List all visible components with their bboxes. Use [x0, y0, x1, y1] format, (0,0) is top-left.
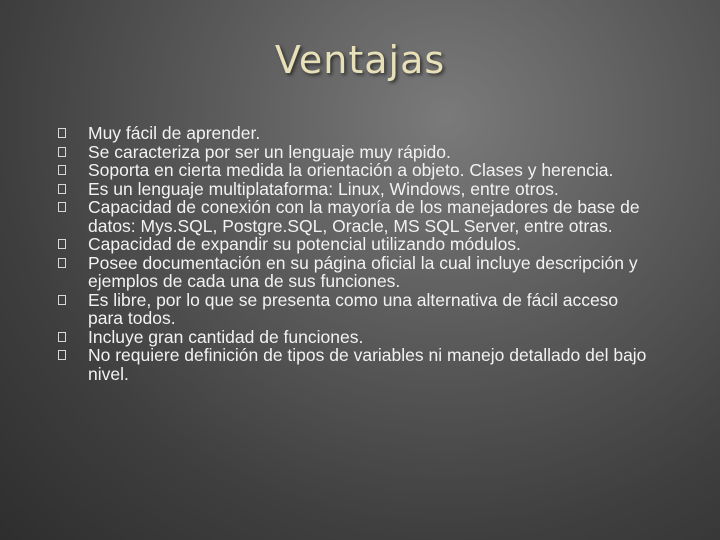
bullet-marker-icon	[58, 332, 66, 342]
bullet-marker-icon	[58, 147, 66, 157]
bullet-item	[58, 328, 658, 347]
bullet-item	[58, 291, 658, 328]
bullet-marker-icon	[58, 184, 66, 194]
bullet-marker-icon	[58, 258, 66, 268]
bullet-text: Soporta en cierta medida la orientación a objeto. Clases y herencia.	[88, 160, 614, 180]
bullet-marker-icon	[58, 128, 66, 138]
bullet-text: Se caracteriza por ser un lenguaje muy rápido.	[88, 141, 451, 162]
bullet-text: Posee documentación en su página oficial la cual incluye descripción y ejemplos de cada una de sus funciones.	[88, 252, 638, 291]
slide-title: Ventajas	[274, 38, 446, 82]
bullet-marker-icon	[58, 165, 66, 175]
bullet-item	[58, 198, 658, 235]
bullet-text: Incluye gran cantidad de funciones.	[88, 326, 364, 347]
bullet-item	[58, 143, 658, 162]
bullet-text: Capacidad de expandir su potencial utilizando módulos.	[88, 234, 521, 254]
bullet-text: Capacidad de conexión con la mayoría de los manejadores de base de datos: Mys.SQL, Postgre.SQL, Oracle, MS SQL Server, entre otras.	[88, 197, 640, 236]
bullet-marker-icon	[58, 350, 66, 360]
bullet-item	[58, 254, 658, 291]
bullet-marker-icon	[58, 202, 66, 212]
bullet-text: Es un lenguaje multiplataforma: Linux, Windows, entre otros.	[88, 178, 559, 199]
bullet-item	[58, 346, 658, 383]
bullet-item	[58, 235, 658, 254]
bullet-item	[58, 180, 658, 199]
bullet-text: Es libre, por lo que se presenta como una alternativa de fácil acceso para todos.	[88, 289, 619, 328]
bullet-text: Muy fácil de aprender.	[88, 123, 261, 143]
bullet-list	[58, 124, 658, 383]
bullet-marker-icon	[58, 239, 66, 249]
bullet-item	[58, 124, 658, 143]
bullet-text: No requiere definición de tipos de variables ni manejo detallado del bajo nivel.	[88, 345, 647, 384]
bullet-marker-icon	[58, 295, 66, 305]
bullet-item	[58, 161, 658, 180]
